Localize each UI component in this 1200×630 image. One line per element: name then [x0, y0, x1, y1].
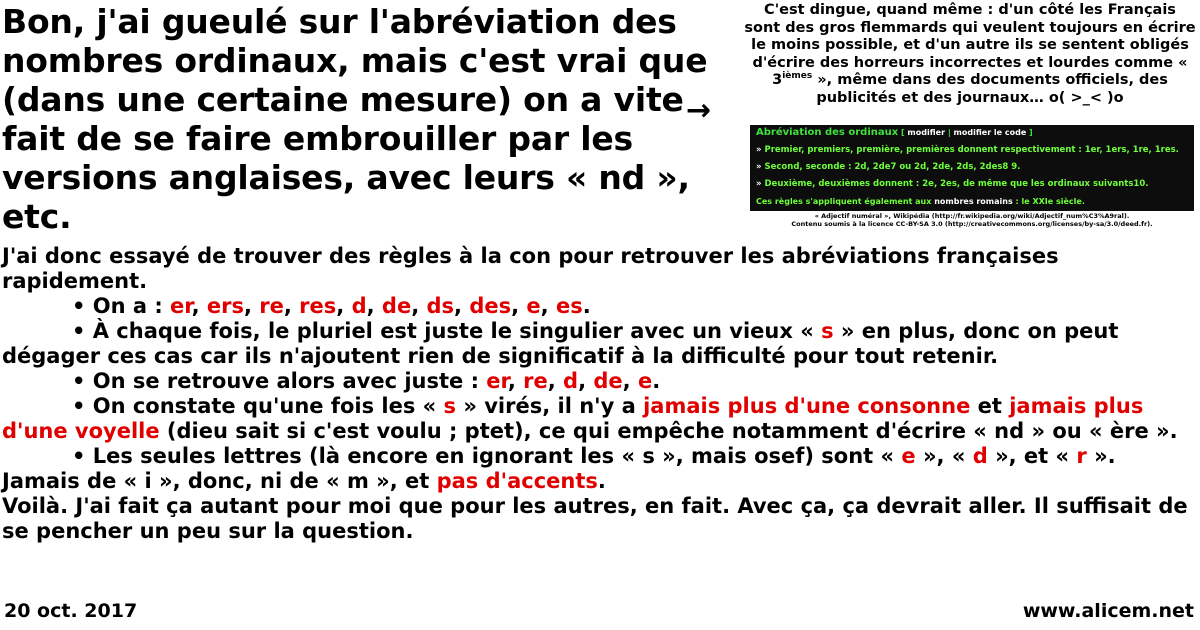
suffix-term: er: [170, 294, 192, 318]
suffix-term: de: [381, 294, 412, 318]
website-link[interactable]: www.alicem.net: [1022, 600, 1194, 622]
suffix-term: re: [523, 369, 548, 393]
main-text: [2, 244, 1198, 544]
wiki-footer: Ces règles s'appliquent également aux nombres romains : le XXIe siècle.: [756, 197, 1085, 206]
suffix-term: ers: [206, 294, 244, 318]
credit-line-1: « Adjectif numéral », Wikipédia (http://fr.wikipedia.org/wiki/Adjectif_num%C3%A9ral).: [814, 212, 1130, 220]
bullet-pluriel: • À chaque fois, le pluriel est juste le singulier avec un vieux « s » en plus, donc on peut dégager ces cas car ils n'ajoutent rien de significatif à la difficulté pour tout retenir.: [2, 319, 1119, 368]
bullet-consonne: • On constate qu'une fois les « s » virés, il n'y a jamais plus d'une consonne et jamais plus d'une voyelle (dieu sait si c'est voulu ; ptet), ce qui empêche notamment d'écrire « nd » ou « ère ».: [2, 394, 1178, 443]
wikipedia-excerpt: [750, 125, 1194, 211]
suffix-term: es: [555, 294, 583, 318]
wiki-item-premier: » Premier, premiers, première, premières donnent respectivement : 1er, 1ers, 1re, 1res.: [756, 145, 1179, 155]
date: 20 oct. 2017: [4, 600, 138, 622]
comment-superscript: ièmes: [782, 71, 813, 82]
suffix-term: e: [526, 294, 541, 318]
bullet-on-a: • On a : er, ers, re, res, d, de, ds, des, e, es.: [72, 294, 591, 318]
suffix-term: des: [469, 294, 512, 318]
bullet-lettres: • Les seules lettres (là encore en ignorant les « s », mais osef) sont « e », « d », et « r ». Jamais de « i », donc, ni de « m », et pas d'accents.: [2, 444, 1116, 493]
suffix-term: res: [299, 294, 337, 318]
suffix-term: re: [259, 294, 284, 318]
wiki-link-roman[interactable]: nombres romains: [934, 197, 1013, 206]
wiki-edit-code-link[interactable]: modifier le code: [953, 128, 1027, 137]
wiki-title: Abréviation des ordinaux: [756, 127, 899, 138]
wiki-edit-link[interactable]: modifier: [907, 128, 946, 137]
side-comment: [744, 2, 1196, 108]
wiki-credit: [750, 212, 1194, 228]
bullet-retrouve: • On se retrouve alors avec juste : er, re, d, de, e.: [72, 369, 661, 393]
wiki-item-second: » Second, seconde : 2d, 2de7 ou 2d, 2de, 2ds, 2des8 9.: [756, 162, 1021, 172]
suffix-term: er: [486, 369, 508, 393]
credit-line-2: Contenu soumis à la licence CC-BY-SA 3.0 (http://creativecommons.org/licenses/by-sa/3.0/deed.fr).: [791, 220, 1153, 228]
suffix-list-full: er, ers, re, res, d, de, ds, des, e, es: [170, 294, 583, 318]
suffix-term: ds: [426, 294, 455, 318]
outro-paragraph: Voilà. J'ai fait ça autant pour moi que pour les autres, en fait. Avec ça, ça devrait aller. Il suffisait de se pencher un peu sur la question.: [2, 494, 1188, 543]
arrow-icon: →: [686, 93, 712, 128]
suffix-list-short: er, re, d, de, e: [486, 369, 653, 393]
wiki-edit-links: [ modifier | modifier le code ]: [898, 128, 1033, 137]
suffix-term: e: [637, 369, 653, 393]
suffix-term: de: [593, 369, 623, 393]
headline: Bon, j'ai gueulé sur l'abréviation des nombres ordinaux, mais c'est vrai que (dans une certaine mesure) on a vite fait de se faire embrouiller par les versions anglaises, avec leurs « nd », etc.: [2, 2, 708, 236]
suffix-term: d: [351, 294, 367, 318]
wiki-header: [756, 127, 1188, 138]
comment-text-2: », même dans des documents officiels, des publicités et des journaux… o( >_< )o: [812, 72, 1168, 106]
comment-text-1: C'est dingue, quand même : d'un côté les Français sont des gros flemmards qui veulent toujours en écrire le moins possible, et d'un autre ils se sentent obligés d'écrire des horreurs incorrectes et lourdes comme « 3: [744, 2, 1196, 89]
wiki-item-deuxieme: » Deuxième, deuxièmes donnent : 2e, 2es, de même que les ordinaux suivants10.: [756, 179, 1149, 189]
intro-paragraph: J'ai donc essayé de trouver des règles à la con pour retrouver les abréviations françaises rapidement.: [2, 244, 1059, 293]
suffix-term: d: [563, 369, 579, 393]
